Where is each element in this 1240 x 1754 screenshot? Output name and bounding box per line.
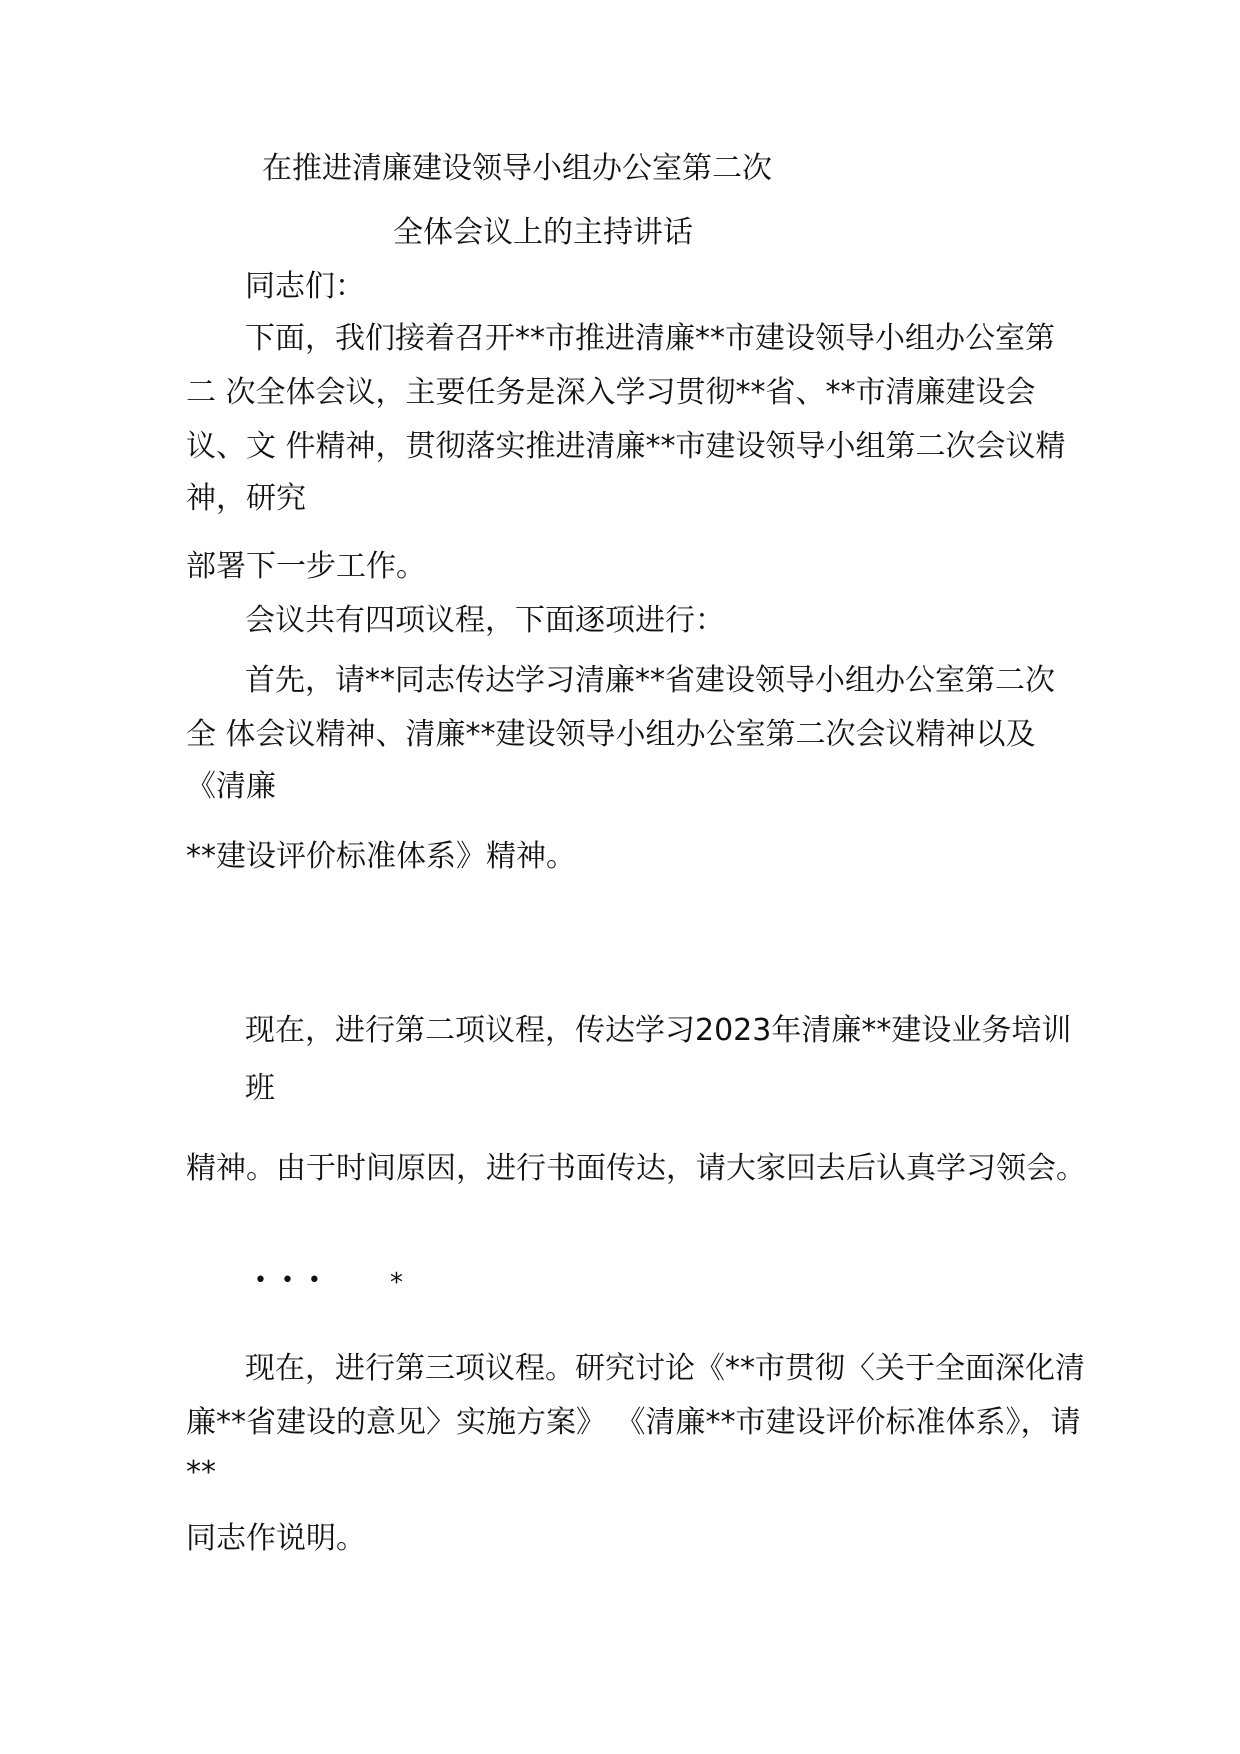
paragraph-1-line-4: 神，研究 — [186, 481, 306, 516]
document-title-line-1: 在推进清廉建设领导小组办公室第二次 — [262, 151, 772, 186]
separator-star: * — [390, 1268, 403, 1298]
paragraph-1-line-3: 议、文 件精神，贯彻落实推进清廉**市建设领导小组第二次会议精 — [186, 429, 1066, 464]
separator-dots: • • • — [254, 1268, 321, 1293]
paragraph-1-line-5: 部署下一步工作。 — [186, 549, 426, 584]
paragraph-3-line-3: 《清廉 — [186, 769, 276, 804]
paragraph-4-line-1: 现在，进行第二项议程，传达学习2023年清廉**建设业务培训 — [245, 1013, 1072, 1048]
paragraph-3-line-4: **建设评价标准体系》精神。 — [186, 839, 576, 874]
paragraph-5-line-3: ** — [186, 1455, 216, 1490]
paragraph-4-line-3: 精神。由于时间原因，进行书面传达，请大家回去后认真学习领会。 — [186, 1151, 1086, 1186]
paragraph-2: 会议共有四项议程，下面逐项进行： — [245, 603, 725, 638]
paragraph-4-line-2: 班 — [245, 1071, 275, 1106]
paragraph-5-line-2: 廉**省建设的意见〉实施方案》 《清廉**市建设评价标准体系》，请 — [186, 1405, 1081, 1440]
paragraph-1-line-2: 二 次全体会议，主要任务是深入学习贯彻**省、**市清廉建设会 — [186, 375, 1036, 410]
paragraph-5-line-1: 现在，进行第三项议程。研究讨论《**市贯彻〈关于全面深化清 — [245, 1351, 1085, 1386]
paragraph-5-line-4: 同志作说明。 — [186, 1521, 366, 1556]
paragraph-3-line-1: 首先，请**同志传达学习清廉**省建设领导小组办公室第二次 — [245, 663, 1055, 698]
document-title-line-2: 全体会议上的主持讲话 — [393, 215, 693, 250]
paragraph-1-line-1: 下面，我们接着召开**市推进清廉**市建设领导小组办公室第 — [245, 321, 1055, 356]
salutation: 同志们： — [245, 269, 365, 304]
paragraph-3-line-2: 全 体会议精神、清廉**建设领导小组办公室第二次会议精神以及 — [186, 717, 1036, 752]
